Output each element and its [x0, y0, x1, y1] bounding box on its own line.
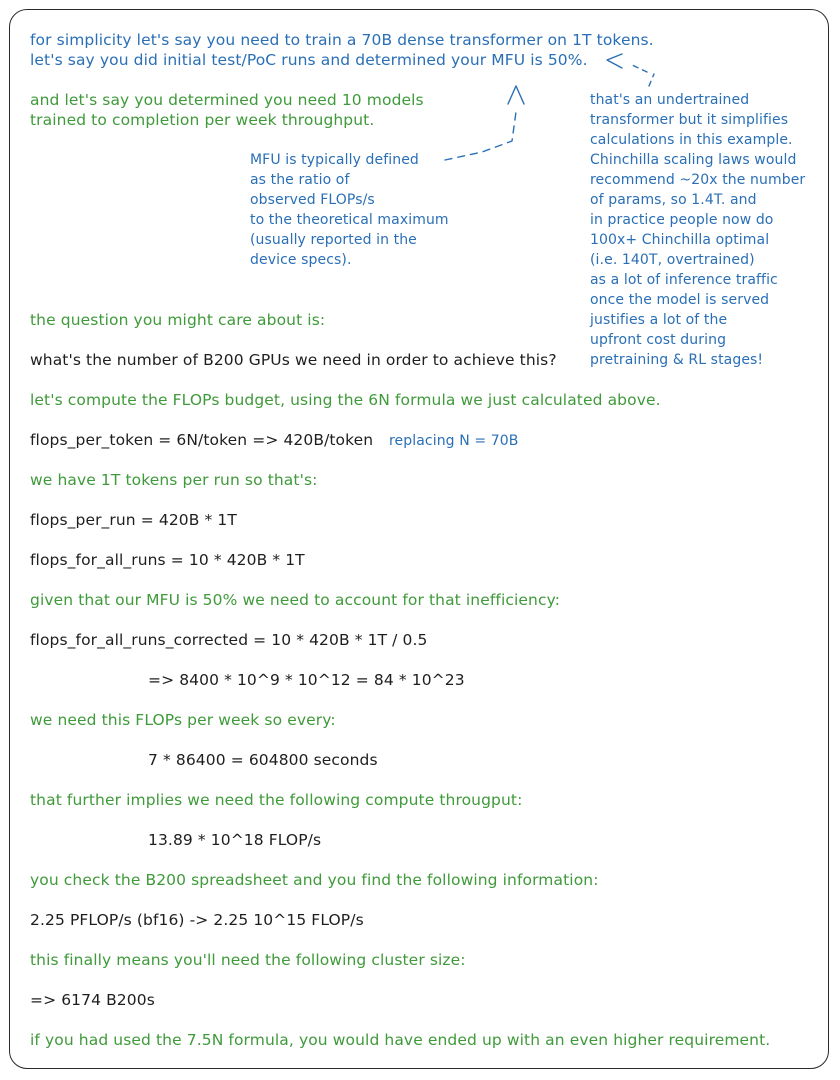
week-intro: we need this FLOPs per week so every: [30, 711, 336, 729]
intro-line-2: let's say you did initial test/PoC runs and determined your MFU is 50%. [30, 51, 588, 69]
arrow-to-mfu-value-tail [630, 64, 647, 72]
flops-per-run: flops_per_run = 420B * 1T [30, 511, 237, 529]
side-note-line: recommend ~20x the number [590, 172, 806, 188]
mfu-note-line: device specs). [250, 252, 352, 268]
arrow-head-intro [508, 86, 524, 104]
cluster-intro: this finally means you'll need the following cluster size: [30, 951, 466, 969]
arrow-to-intro [445, 112, 516, 160]
throughput-intro: that further implies we need the following compute througput: [30, 791, 523, 809]
side-note-line: justifies a lot of the [590, 312, 728, 328]
mfu-note-line: as the ratio of [250, 172, 350, 188]
mfu-note-line: to the theoretical maximum [250, 212, 449, 228]
side-note-line: as a lot of inference traffic [590, 272, 778, 288]
flops-all-runs: flops_for_all_runs = 10 * 420B * 1T [30, 551, 305, 569]
side-note-line: of params, so 1.4T. and [590, 192, 757, 208]
arrow-to-mfu-value [649, 74, 654, 86]
intro-line-3: and let's say you determined you need 10 models [30, 91, 424, 109]
flops-result: => 8400 * 10^9 * 10^12 = 84 * 10^23 [148, 671, 465, 689]
cluster-size: => 6174 B200s [30, 991, 155, 1009]
side-note-line: 100x+ Chinchilla optimal [590, 232, 770, 248]
compute-intro: let's compute the FLOPs budget, using the 6N formula we just calculated above. [30, 391, 661, 409]
spreadsheet-intro: you check the B200 spreadsheet and you find the following information: [30, 871, 599, 889]
intro-line-1: for simplicity let's say you need to train a 70B dense transformer on 1T tokens. [30, 31, 654, 49]
throughput-value: 13.89 * 10^18 FLOP/s [148, 831, 322, 849]
side-note-line: pretraining & RL stages! [590, 352, 764, 368]
question-intro: the question you might care about is: [30, 311, 326, 329]
side-note-line: that's an undertrained [590, 92, 750, 108]
side-note-line: (i.e. 140T, overtrained) [590, 252, 755, 268]
arrow-head-mfu-value [607, 54, 622, 68]
flops-corrected: flops_for_all_runs_corrected = 10 * 420B * 1T / 0.5 [30, 631, 428, 649]
side-note-line: once the model is served [590, 292, 770, 308]
flops-per-token: flops_per_token = 6N/token => 420B/token [30, 431, 374, 449]
side-note-line: Chinchilla scaling laws would [590, 152, 797, 168]
closing-note: if you had used the 7.5N formula, you would have ended up with an even higher requirement. [30, 1031, 771, 1049]
mfu-intro: given that our MFU is 50% we need to account for that inefficiency: [30, 591, 561, 609]
mfu-note-line: MFU is typically defined [250, 152, 419, 168]
seconds-per-week: 7 * 86400 = 604800 seconds [148, 751, 378, 769]
side-note-line: upfront cost during [590, 332, 727, 348]
side-note-line: in practice people now do [590, 212, 774, 228]
mfu-note-line: observed FLOPs/s [250, 192, 375, 208]
b200-spec: 2.25 PFLOP/s (bf16) -> 2.25 10^15 FLOP/s [30, 911, 364, 929]
side-note-line: transformer but it simplifies [590, 112, 789, 128]
intro-line-4: trained to completion per week throughput. [30, 111, 375, 129]
replacing-note: replacing N = 70B [389, 433, 519, 449]
mfu-note-line: (usually reported in the [250, 232, 417, 248]
question: what's the number of B200 GPUs we need in order to achieve this? [30, 351, 557, 369]
tokens-intro: we have 1T tokens per run so that's: [30, 471, 318, 489]
side-note-line: calculations in this example. [590, 132, 793, 148]
